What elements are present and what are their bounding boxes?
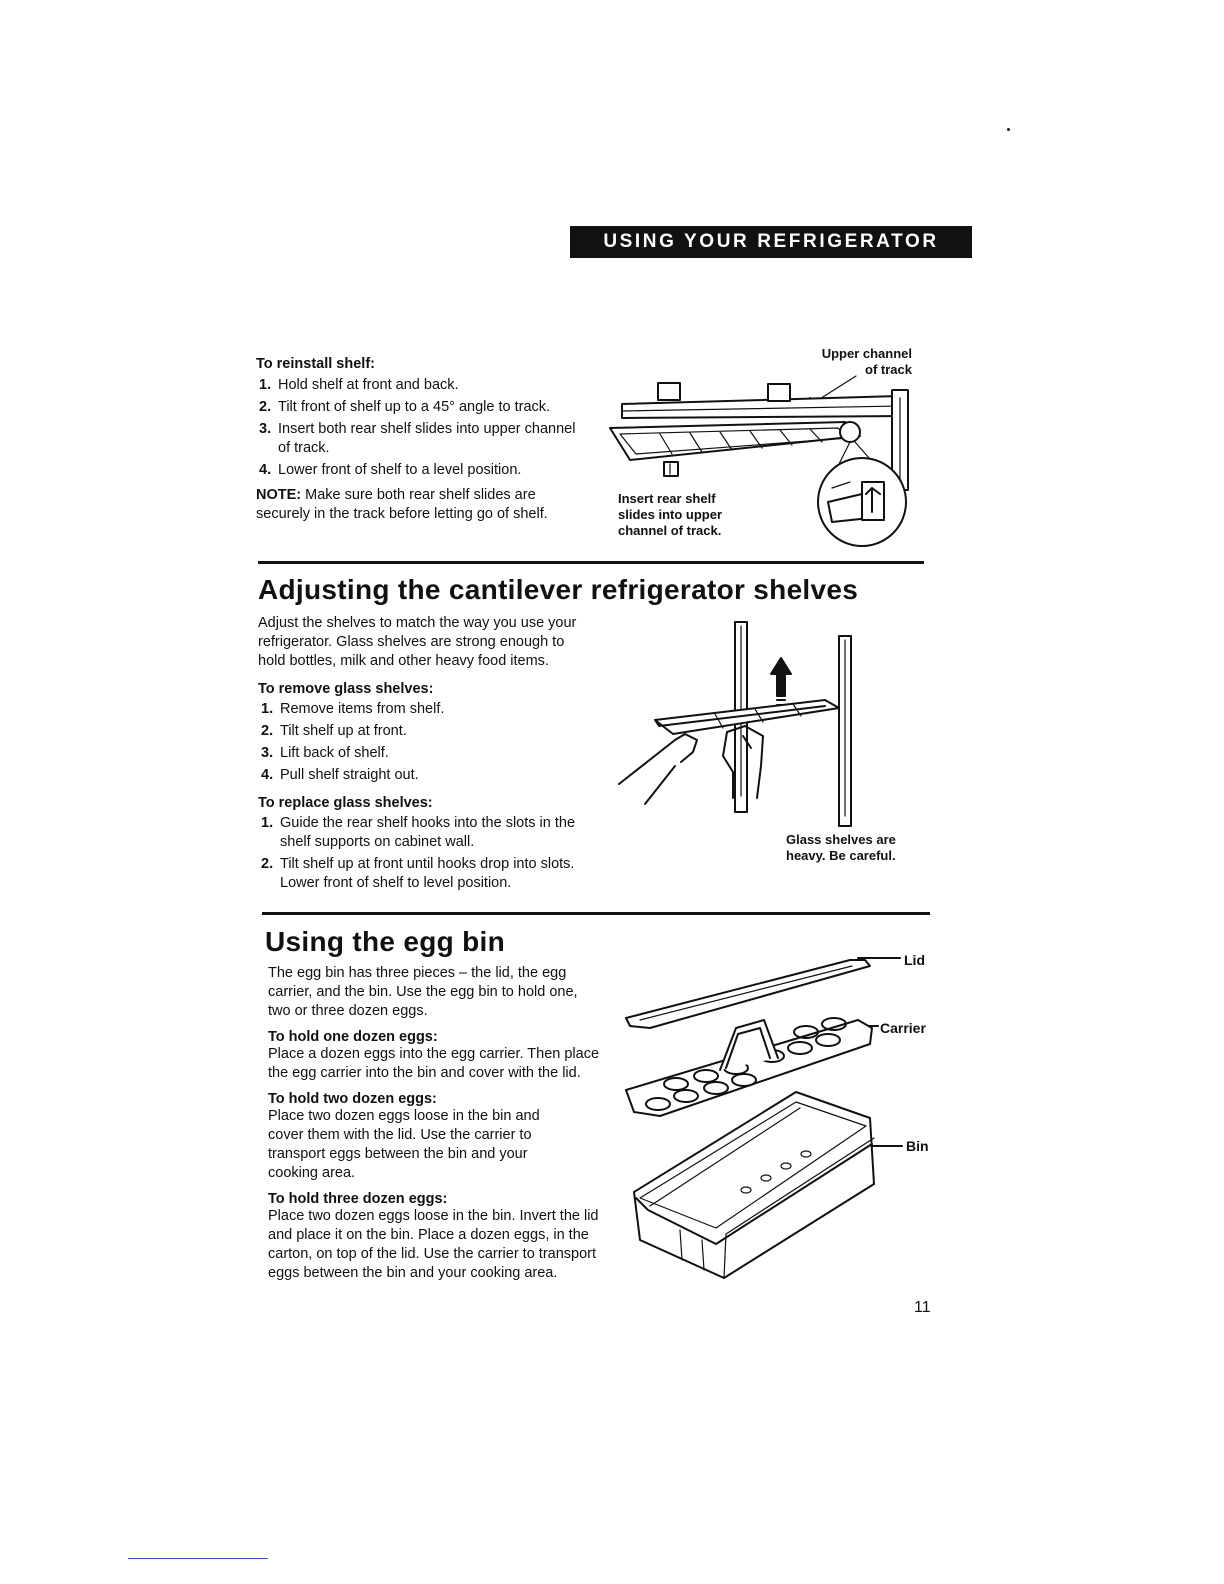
one-dozen-heading: To hold one dozen eggs: [268, 1029, 438, 1045]
stray-mark [1007, 128, 1010, 131]
replace-steps [258, 814, 588, 893]
step-number: 4. [261, 767, 274, 783]
two-dozen-heading: To hold two dozen eggs: [268, 1091, 437, 1107]
label-carrier: Carrier [880, 1020, 926, 1036]
label-upper-channel-line2: of track [865, 362, 912, 377]
step-text: Insert both rear shelf slides into upper channel of track. [278, 421, 576, 456]
list-item [256, 461, 586, 480]
step-number: 2. [261, 856, 274, 872]
step-text: Pull shelf straight out. [280, 767, 419, 783]
step-text: Lower front of shelf to a level position. [278, 462, 522, 478]
step-text: Tilt front of shelf up to a 45° angle to track. [278, 399, 551, 415]
section-divider [258, 561, 924, 564]
step-number: 3. [261, 745, 274, 761]
step-number: 1. [261, 701, 274, 717]
eggbin-instructions [268, 964, 604, 1283]
step-number: 4. [259, 462, 272, 478]
cantilever-shelf-illustration [615, 616, 875, 828]
egg-bin-illustration [620, 948, 900, 1284]
step-number: 2. [259, 399, 272, 415]
reinstall-steps [256, 376, 586, 480]
list-item [258, 766, 588, 785]
reinstall-note [256, 486, 586, 524]
three-dozen-heading: To hold three dozen eggs: [268, 1191, 448, 1207]
step-text: Hold shelf at front and back. [278, 377, 459, 393]
step-number: 2. [261, 723, 274, 739]
list-item [258, 744, 588, 763]
label-bin: Bin [906, 1138, 929, 1154]
shelf-track-illustration [600, 370, 920, 560]
step-number: 1. [259, 377, 272, 393]
reinstall-instructions [256, 356, 586, 524]
step-number: 1. [261, 815, 274, 831]
section-divider [262, 912, 930, 915]
note-text: Make sure both rear shelf slides are securely in the track before letting go of shelf. [256, 487, 548, 522]
list-item [256, 398, 586, 417]
label-lid: Lid [904, 952, 925, 968]
list-item [258, 814, 580, 852]
label-upper-channel-line1: Upper channel [821, 346, 912, 361]
step-text: Tilt shelf up at front until hooks drop into slots. Lower front of shelf to level position. [280, 856, 575, 891]
reinstall-heading: To reinstall shelf: [256, 356, 375, 372]
note-label: NOTE: [256, 487, 302, 503]
remove-steps [258, 700, 588, 785]
caption-heavy-warning: Glass shelves are heavy. Be careful. [786, 832, 896, 863]
two-dozen-text: Place two dozen eggs loose in the bin and cover them with the lid. Use the carrier to transport eggs between the bin and your cooking area. [268, 1108, 540, 1181]
cantilever-instructions [258, 614, 588, 893]
footer-line [128, 1558, 268, 1559]
remove-heading: To remove glass shelves: [258, 681, 434, 697]
section-title: Adjusting the cantilever refrigerator shelves [258, 574, 859, 605]
section-title: Using the egg bin [265, 926, 505, 957]
replace-heading: To replace glass shelves: [258, 795, 433, 811]
list-item [258, 722, 588, 741]
step-text: Lift back of shelf. [280, 745, 389, 761]
eggbin-intro: The egg bin has three pieces – the lid, the egg carrier, and the bin. Use the egg bin to hold one, two or three dozen eggs. [268, 965, 578, 1019]
step-text: Remove items from shelf. [280, 701, 445, 717]
section-banner: USING YOUR REFRIGERATOR [570, 226, 972, 258]
one-dozen-text: Place a dozen eggs into the egg carrier. Then place the egg carrier into the bin and cover with the lid. [268, 1046, 600, 1081]
list-item [258, 700, 588, 719]
step-number: 3. [259, 421, 272, 437]
list-item [256, 376, 586, 395]
step-text: Guide the rear shelf hooks into the slots in the shelf supports on cabinet wall. [280, 815, 576, 850]
step-text: Tilt shelf up at front. [280, 723, 407, 739]
list-item [256, 420, 586, 458]
list-item [258, 855, 590, 893]
label-insert-slides: Insert rear shelf slides into upper channel of track. [618, 491, 723, 538]
page-number: 11 [914, 1299, 931, 1316]
cantilever-intro: Adjust the shelves to match the way you use your refrigerator. Glass shelves are strong enough to hold bottles, milk and other heavy food items. [258, 615, 577, 669]
three-dozen-text: Place two dozen eggs loose in the bin. Invert the lid and place it on the bin. Place a dozen eggs, in the carton, on top of the lid. Use the carrier to transport eggs between the bin and your cooking area. [268, 1208, 599, 1281]
